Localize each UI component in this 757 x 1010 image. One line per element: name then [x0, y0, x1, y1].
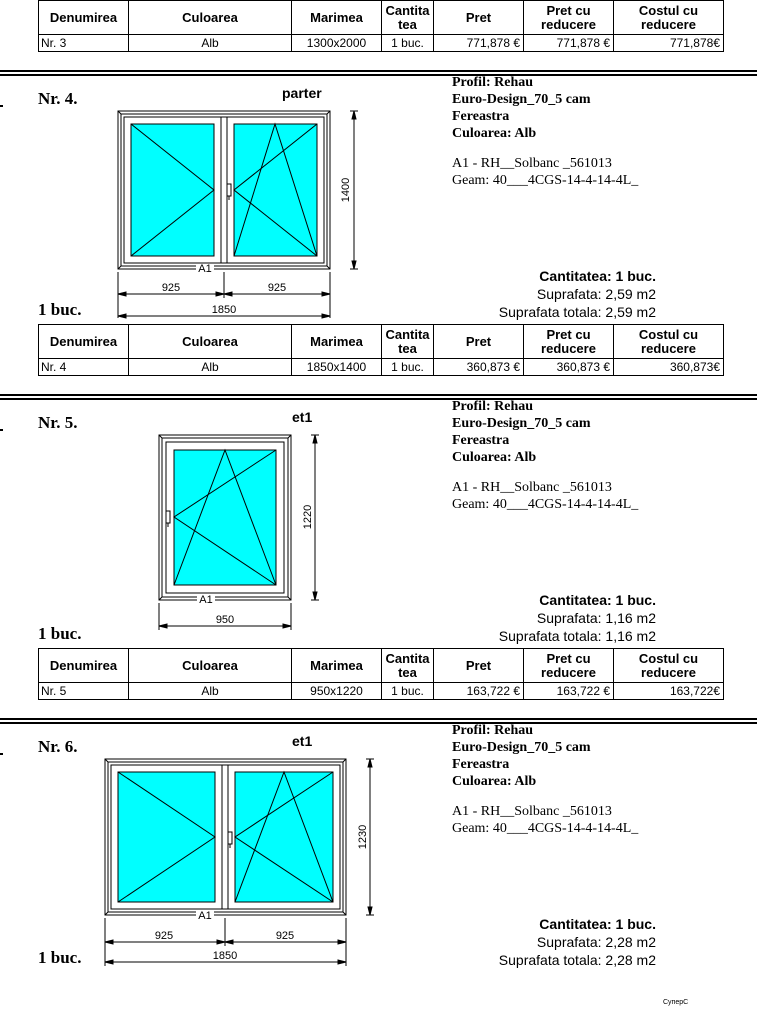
height-dimension: 1220: [302, 504, 314, 530]
height-dimension: 1230: [357, 824, 369, 850]
surface: Suprafata: 2,28 m2: [536, 934, 656, 950]
header-price: Pret: [434, 325, 524, 359]
quantity: Cantitatea: 1 buc.: [539, 268, 656, 284]
header-qty: Cantita tea: [382, 1, 434, 35]
glass-spec: Geam: 40___4CGS-14-4-14-4L_: [452, 173, 639, 188]
header-size: Marimea: [292, 649, 382, 683]
type: Fereastra: [452, 757, 510, 772]
height-dimension: 1400: [340, 177, 352, 203]
profile-code: A1 - RH__Solbanc _561013: [452, 156, 612, 171]
surface: Suprafata: 1,16 m2: [536, 610, 656, 626]
surface: Suprafata: 2,59 m2: [536, 286, 656, 302]
cell-qty: 1 buc.: [382, 683, 434, 700]
header-cost-disc: Costul cu reducere: [614, 325, 724, 359]
cell-price-disc: 771,878 €: [524, 35, 614, 52]
header-price: Pret: [434, 649, 524, 683]
profile-code: A1 - RH__Solbanc _561013: [452, 804, 612, 819]
type: Fereastra: [452, 433, 510, 448]
cell-name: Nr. 5: [39, 683, 129, 700]
total-width-dimension: 1850: [212, 950, 238, 962]
cell-price-disc: 360,873 €: [524, 359, 614, 376]
header-size: Marimea: [292, 325, 382, 359]
cell-color: Alb: [129, 683, 292, 700]
header-price-disc: Pret cu reducere: [524, 325, 614, 359]
glass-spec: Geam: 40___4CGS-14-4-14-4L_: [452, 821, 639, 836]
header-color: Culoarea: [129, 649, 292, 683]
series: Euro-Design_70_5 cam: [452, 92, 591, 107]
cell-qty: 1 buc.: [382, 35, 434, 52]
header-color: Culoarea: [129, 1, 292, 35]
cell-price: 360,873 €: [434, 359, 524, 376]
cell-price: 163,722 €: [434, 683, 524, 700]
profile: Profil: Rehau: [452, 75, 534, 90]
profile-code: A1 - RH__Solbanc _561013: [452, 480, 612, 495]
item-title: Nr. 4.: [38, 89, 78, 108]
cell-name: Nr. 4: [39, 359, 129, 376]
header-cost-disc: Costul cu reducere: [614, 1, 724, 35]
header-cost-disc: Costul cu reducere: [614, 649, 724, 683]
header-size: Marimea: [292, 1, 382, 35]
series: Euro-Design_70_5 cam: [452, 416, 591, 431]
total-width-dimension: 1850: [211, 304, 237, 316]
surface-total: Suprafata totala: 2,28 m2: [498, 952, 656, 968]
position-label: A1: [199, 594, 213, 606]
width-dimension-right: 925: [275, 930, 295, 942]
quantity: Cantitatea: 1 buc.: [539, 916, 656, 932]
header-name: Denumirea: [39, 325, 129, 359]
profile: Profil: Rehau: [452, 399, 534, 414]
position-label: A1: [198, 263, 212, 275]
profile: Profil: Rehau: [452, 723, 534, 738]
width-dimension-left: 925: [161, 282, 181, 294]
position-label: A1: [198, 910, 212, 922]
cell-size: 1850x1400: [292, 359, 382, 376]
color-label: Culoarea: Alb: [452, 774, 537, 789]
width-dimension-left: 925: [154, 930, 174, 942]
header-price: Pret: [434, 1, 524, 35]
cell-size: 950x1220: [292, 683, 382, 700]
header-price-disc: Pret cu reducere: [524, 649, 614, 683]
item-title: Nr. 5.: [38, 413, 78, 432]
item-pieces: 1 buc.: [38, 300, 82, 319]
item-pieces: 1 buc.: [38, 624, 82, 643]
item-title: Nr. 6.: [38, 737, 78, 756]
floor-label: parter: [282, 85, 322, 101]
type: Fereastra: [452, 109, 510, 124]
header-color: Culoarea: [129, 325, 292, 359]
header-qty: Cantita tea: [382, 649, 434, 683]
cell-color: Alb: [129, 359, 292, 376]
quantity: Cantitatea: 1 buc.: [539, 592, 656, 608]
cell-color: Alb: [129, 35, 292, 52]
cell-price: 771,878 €: [434, 35, 524, 52]
cell-cost-disc: 771,878€: [614, 35, 724, 52]
color-label: Culoarea: Alb: [452, 450, 537, 465]
cell-size: 1300x2000: [292, 35, 382, 52]
floor-label: et1: [292, 733, 313, 749]
width-dimension-right: 925: [267, 282, 287, 294]
total-width-dimension: 950: [215, 614, 235, 626]
header-name: Denumirea: [39, 1, 129, 35]
cell-qty: 1 buc.: [382, 359, 434, 376]
header-name: Denumirea: [39, 649, 129, 683]
footer-mark: СуперС: [663, 999, 689, 1006]
color-label: Culoarea: Alb: [452, 126, 537, 141]
surface-total: Suprafata totala: 1,16 m2: [498, 628, 656, 644]
cell-cost-disc: 163,722€: [614, 683, 724, 700]
series: Euro-Design_70_5 cam: [452, 740, 591, 755]
header-price-disc: Pret cu reducere: [524, 1, 614, 35]
glass-spec: Geam: 40___4CGS-14-4-14-4L_: [452, 497, 639, 512]
cell-cost-disc: 360,873€: [614, 359, 724, 376]
header-qty: Cantita tea: [382, 325, 434, 359]
surface-total: Suprafata totala: 2,59 m2: [498, 304, 656, 320]
item-pieces: 1 buc.: [38, 948, 82, 967]
cell-price-disc: 163,722 €: [524, 683, 614, 700]
cell-name: Nr. 3: [39, 35, 129, 52]
floor-label: et1: [292, 409, 313, 425]
